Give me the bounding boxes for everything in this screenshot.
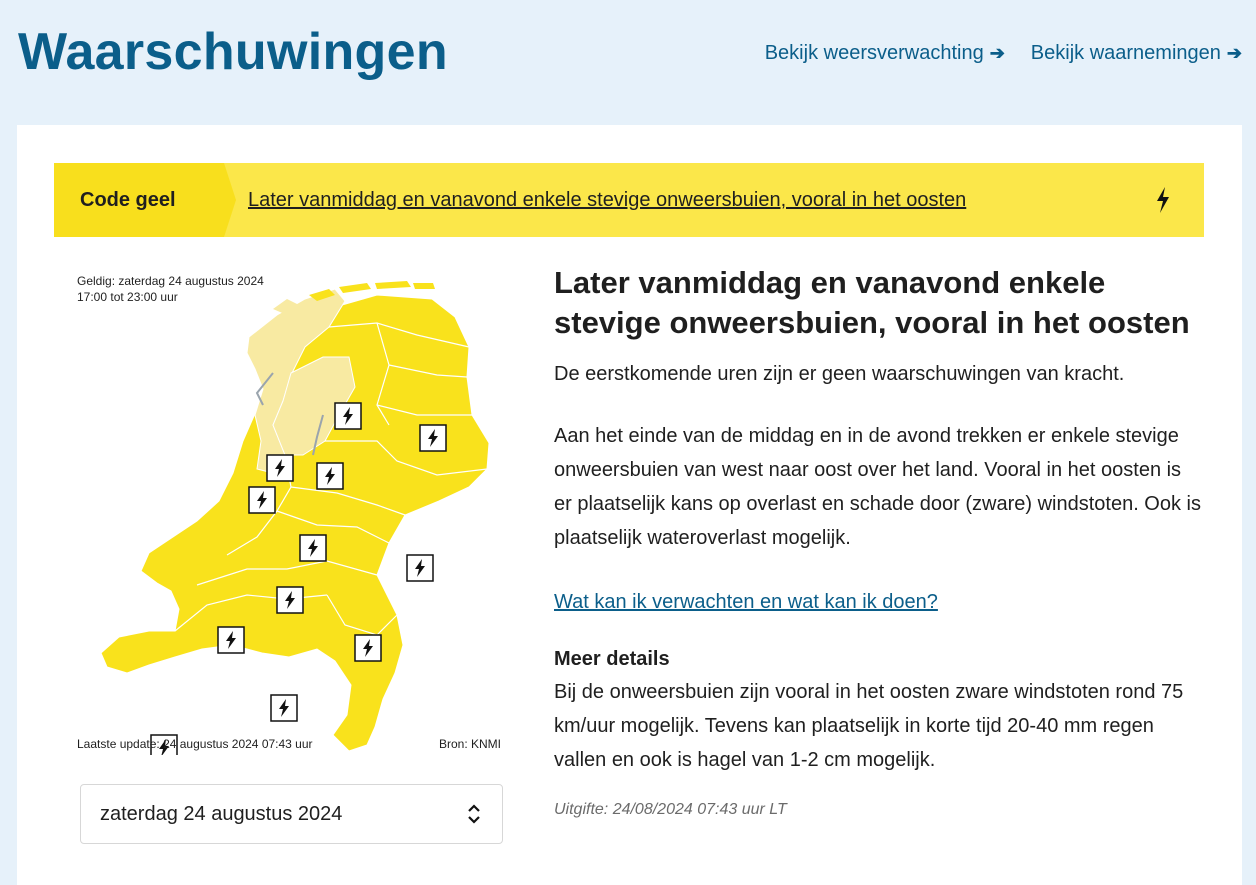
detail-intro: De eerstkomende uren zijn er geen waarschuwingen van kracht.: [554, 363, 1125, 385]
warning-card: [17, 125, 1242, 885]
region-marker: [317, 463, 343, 489]
detail-title: Later vanmiddag en vanavond enkele stevige onweersbuien, vooral in het oosten: [554, 265, 1190, 340]
more-details-text: Bij de onweersbuien zijn vooral in het oosten zware windstoten rond 75 km/uur mogelijk. Tevens kan plaatselijk in korte tijd 20-40 mm regen vallen en ook is hagel van 1-2 cm mogelijk.: [554, 681, 1184, 771]
map-island: [413, 283, 435, 289]
warning-detail: [554, 263, 1204, 819]
lightning-icon: [1152, 185, 1174, 215]
forecast-link-label: Bekijk weersverwachting: [764, 42, 984, 64]
top-nav: [765, 42, 1242, 65]
observations-link[interactable]: [1031, 42, 1242, 65]
map-island: [375, 281, 411, 289]
detail-body: Aan het einde van de middag en in de avond trekken er enkele stevige onweersbuien van west naar oost over het land. Vooral in het oosten is er plaatselijk kans op overlast en schade door (zware) windstoten. Ook is plaatselijk wateroverlast mogelijk.: [554, 425, 1201, 549]
map-valid-date: Geldig: zaterdag 24 augustus 2024: [77, 274, 264, 288]
region-marker: [407, 555, 433, 581]
observations-link-label: Bekijk waarnemingen: [1030, 42, 1221, 64]
issued-timestamp: Uitgifte: 24/08/2024 07:43 uur LT: [554, 801, 787, 818]
netherlands-map: [77, 265, 507, 755]
region-marker: [267, 455, 293, 481]
map-island: [339, 283, 371, 293]
page-title: Waarschuwingen: [18, 23, 448, 81]
region-marker: [300, 535, 326, 561]
region-marker: [335, 403, 361, 429]
region-marker: [420, 425, 446, 451]
arrow-right-icon: ➔: [989, 43, 1005, 63]
map-source: Bron: KNMI: [438, 737, 501, 751]
chevron-updown-icon: [466, 801, 482, 827]
region-marker: [271, 695, 297, 721]
help-link[interactable]: Wat kan ik verwachten en wat kan ik doen?: [554, 591, 938, 613]
map-validity: [77, 273, 264, 305]
arrow-right-icon: ➔: [1226, 43, 1242, 63]
date-select-value: zaterdag 24 augustus 2024: [100, 802, 343, 825]
region-marker: [355, 635, 381, 661]
forecast-link[interactable]: [765, 42, 1005, 65]
warning-banner[interactable]: [54, 163, 1204, 237]
date-select[interactable]: [80, 784, 503, 844]
region-marker: [277, 587, 303, 613]
region-marker: [249, 487, 275, 513]
more-details-heading: Meer details: [554, 648, 670, 670]
banner-headline[interactable]: Later vanmiddag en vanavond enkele stevige onweersbuien, vooral in het oosten: [248, 188, 967, 211]
warning-map: [77, 265, 507, 755]
map-last-update: Laatste update: 24 augustus 2024 07:43 uur: [77, 737, 313, 751]
map-valid-time: 17:00 tot 23:00 uur: [77, 290, 178, 304]
code-label: Code geel: [54, 163, 224, 237]
region-marker: [218, 627, 244, 653]
